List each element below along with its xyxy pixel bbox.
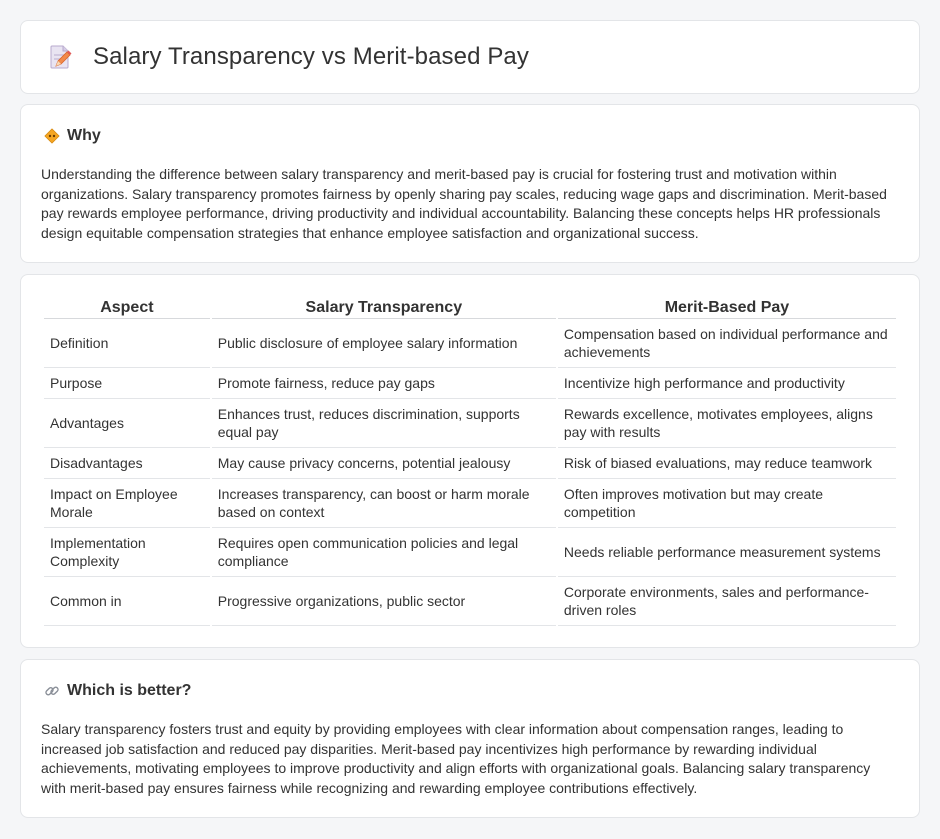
merit-cell: Rewards excellence, motivates employees, aligns pay with results	[558, 399, 896, 448]
aspect-cell: Advantages	[44, 399, 210, 448]
transparency-cell: Requires open communication policies and legal compliance	[212, 528, 556, 577]
aspect-cell: Definition	[44, 319, 210, 368]
which-is-better-text: Salary transparency fosters trust and equity by providing employees with clear information about compensation ranges, leading to increased job satisfaction and reduced pay disparities. Merit-based pay incentivizes high performance by rewarding individual achievements, motivating employees to improve productivity and align efforts with organizational goals. Balancing salary transparency with merit-based pay ensures fairness while recognizing and rewarding employee contributions effectively.	[41, 721, 871, 796]
table-row	[44, 399, 896, 448]
transparency-cell: Promote fairness, reduce pay gaps	[212, 368, 556, 399]
document-pencil-icon	[47, 44, 73, 70]
link-icon	[43, 682, 61, 700]
comparison-card	[20, 274, 920, 648]
table-row	[44, 528, 896, 577]
merit-cell: Needs reliable performance measurement systems	[558, 528, 896, 577]
transparency-cell: May cause privacy concerns, potential jealousy	[212, 448, 556, 479]
aspect-cell: Implementation Complexity	[44, 528, 210, 577]
table-header-row	[44, 297, 896, 319]
which-is-better-title: Which is better?	[67, 682, 192, 699]
diamond-sign-icon	[43, 127, 61, 145]
aspect-cell: Purpose	[44, 368, 210, 399]
merit-cell: Risk of biased evaluations, may reduce teamwork	[558, 448, 896, 479]
transparency-cell: Increases transparency, can boost or harm morale based on context	[212, 479, 556, 528]
why-section	[20, 104, 920, 263]
aspect-cell: Disadvantages	[44, 448, 210, 479]
why-title: Why	[67, 127, 101, 144]
aspect-cell: Common in	[44, 577, 210, 626]
page-title: Salary Transparency vs Merit-based Pay	[93, 43, 529, 70]
table-row	[44, 448, 896, 479]
merit-cell: Often improves motivation but may create competition	[558, 479, 896, 528]
why-text: Understanding the difference between salary transparency and merit-based pay is crucial for fostering trust and motivation within organizations. Salary transparency promotes fairness by openly sharing pay scales, reducing wage gaps and discrimination. Merit-based pay rewards employee performance, driving productivity and individual accountability. Balancing these concepts helps HR professionals design equitable compensation strategies that enhance employee satisfaction and organizational success.	[41, 166, 887, 241]
merit-cell: Compensation based on individual performance and achievements	[558, 319, 896, 368]
header-merit-based-pay: Merit-Based Pay	[558, 297, 896, 319]
transparency-cell: Progressive organizations, public sector	[212, 577, 556, 626]
header-salary-transparency: Salary Transparency	[212, 297, 556, 319]
aspect-cell: Impact on Employee Morale	[44, 479, 210, 528]
title-card	[20, 20, 920, 94]
table-row	[44, 479, 896, 528]
transparency-cell: Enhances trust, reduces discrimination, supports equal pay	[212, 399, 556, 448]
merit-cell: Corporate environments, sales and performance-driven roles	[558, 577, 896, 626]
comparison-table	[42, 297, 898, 626]
which-is-better-section	[20, 659, 920, 818]
table-row	[44, 368, 896, 399]
table-row	[44, 319, 896, 368]
table-row	[44, 577, 896, 626]
merit-cell: Incentivize high performance and productivity	[558, 368, 896, 399]
transparency-cell: Public disclosure of employee salary information	[212, 319, 556, 368]
header-aspect: Aspect	[44, 297, 210, 319]
